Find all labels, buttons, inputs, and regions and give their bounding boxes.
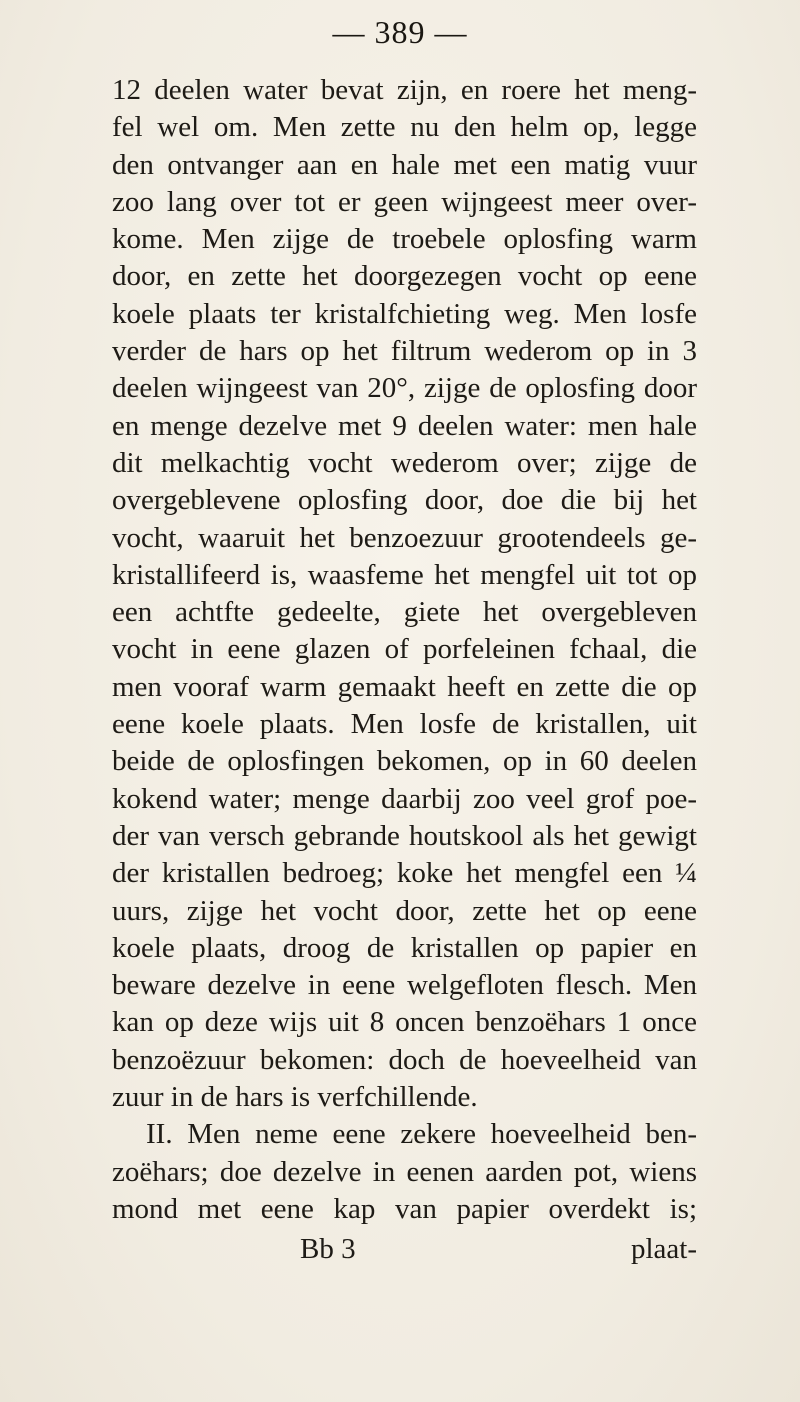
text-line: kristallifeerd is, waasfeme het mengfel uit tot op (112, 558, 697, 591)
text-line: den ontvanger aan en hale met een matig vuur (112, 148, 697, 181)
text-line: eene koele plaats. Men losfe de kristallen, uit (112, 708, 697, 741)
text-line: men vooraf warm gemaakt heeft en zette die op (112, 670, 697, 703)
text-line: 12 deelen water bevat zijn, en roere het meng- (112, 74, 697, 106)
page-footer (112, 1233, 697, 1270)
text-line: verder de hars op het filtrum wederom op in 3 (112, 335, 697, 368)
text-line: dit melkachtig vocht wederom over; zijge de (112, 446, 697, 479)
signature-mark: Bb 3 (300, 1233, 356, 1265)
text-line: zoëhars; doe dezelve in eenen aarden pot, wiens (112, 1155, 697, 1188)
text-line: der kristallen bedroeg; koke het mengfel een ¼ (112, 857, 697, 890)
text-line: door, en zette het doorgezegen vocht op eene (112, 260, 697, 293)
text-line: der van versch gebrande houtskool als het gewigt (112, 819, 697, 852)
text-line: kome. Men zijge de troebele oplosfing warm (112, 223, 697, 256)
text-line: zoo lang over tot er geen wijngeest meer over- (112, 185, 697, 218)
text-line: vocht in eene glazen of porfeleinen fchaal, die (112, 633, 697, 666)
text-line: beware dezelve in eene welgefloten flesch. Men (112, 969, 697, 1002)
text-line: II. Men neme eene zekere hoeveelheid ben- (146, 1118, 697, 1151)
text-line: uurs, zijge het vocht door, zette het op eene (112, 894, 697, 927)
text-line: kokend water; menge daarbij zoo veel grof poe- (112, 782, 697, 815)
text-line: deelen wijngeest van 20°, zijge de oplosfing door (112, 372, 697, 405)
text-line: een achtfte gedeelte, giete het overgebleven (112, 596, 697, 629)
text-line: en menge dezelve met 9 deelen water: men hale (112, 409, 697, 442)
text-line: vocht, waaruit het benzoezuur grootendeels ge- (112, 521, 697, 554)
text-line: fel wel om. Men zette nu den helm op, legge (112, 111, 697, 144)
text-line: zuur in de hars is verfchillende. (112, 1081, 478, 1114)
page-number-header: — 389 — (332, 14, 468, 50)
text-line: overgeblevene oplosfing door, doe die bij het (112, 484, 697, 517)
text-line: koele plaats ter kristalfchieting weg. Men losfe (112, 297, 697, 330)
text-line: koele plaats, droog de kristallen op papier en (112, 931, 697, 964)
body-text (112, 72, 697, 1228)
text-line: benzoëzuur bekomen: doch de hoeveelheid van (112, 1043, 697, 1076)
text-line: mond met eene kap van papier overdekt is; (112, 1192, 697, 1225)
text-line: beide de oplosfingen bekomen, op in 60 deelen (112, 745, 697, 778)
text-line: kan op deze wijs uit 8 oncen benzoëhars 1 once (112, 1006, 697, 1039)
catchword: plaat- (630, 1233, 697, 1265)
